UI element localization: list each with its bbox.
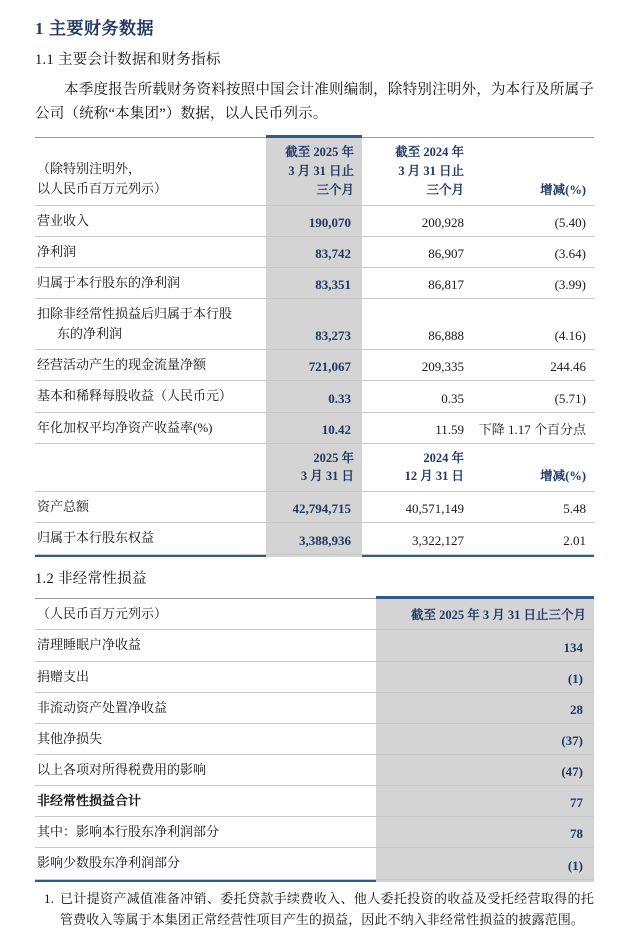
row-label: 年化加权平均净资产收益率(%) (35, 412, 266, 443)
table-row (35, 236, 594, 267)
table-row (35, 848, 594, 879)
row-value: (1) (376, 848, 594, 879)
row-label: 归属于本行股东权益 (35, 523, 266, 554)
table-row (35, 381, 594, 412)
row-value-prior: 200,928 (362, 205, 472, 236)
intro-paragraph: 本季度报告所载财务资料按照中国会计准则编制，除特别注明外，为本行及所属子公司（统称“本集团”）数据，以人民币列示。 (35, 82, 594, 122)
row-value-current: 83,351 (266, 267, 362, 298)
row-value: (37) (376, 723, 594, 754)
row-label: 其他净损失 (35, 723, 376, 754)
table1-header-col1-line3: 三个月 (316, 182, 354, 197)
row-label: 非流动资产处置净收益 (35, 692, 376, 723)
row-label: 影响少数股东净利润部分 (35, 848, 376, 879)
table1-header-col1-line2: 3 月 31 日止 (288, 164, 354, 179)
table-row (35, 523, 594, 554)
table1-header2-col1: 2025 年 3 月 31 日 (266, 443, 362, 492)
row-value: (47) (376, 755, 594, 786)
table-row (35, 299, 594, 350)
table1-header-row (35, 138, 594, 205)
table-row (35, 205, 594, 236)
financial-highlights-table (35, 138, 594, 554)
table1-header-col2 (362, 138, 472, 205)
table-row (35, 723, 594, 754)
table-row (35, 412, 594, 443)
table-row (35, 267, 594, 298)
row-value-prior: 86,817 (362, 267, 472, 298)
table1-body-2 (35, 492, 594, 554)
table-row (35, 350, 594, 381)
table2-header-row (35, 599, 594, 630)
row-label: 归属于本行股东的净利润 (35, 267, 266, 298)
row-label-line2: 东的净利润 (57, 326, 123, 342)
subsection-1-1-heading: 1.1 主要会计数据和财务指标 (35, 52, 221, 69)
table1-header-col2-line1: 截至 2024 年 (395, 145, 464, 160)
table1-second-header (35, 443, 594, 492)
section-title-text: 主要财务数据 (49, 19, 154, 38)
row-value: 134 (376, 630, 594, 661)
table1-header-col2-line3: 三个月 (426, 182, 464, 197)
row-value-change: (4.16) (472, 299, 594, 350)
page-title (35, 18, 594, 40)
row-label: 营业收入 (35, 205, 266, 236)
row-label: 以上各项对所得税费用的影响 (35, 755, 376, 786)
row-label-line1: 扣除非经常性损益后归属于本行股 (37, 306, 233, 322)
row-value-current: 10.42 (266, 412, 362, 443)
footnote-text: 已计提资产减值准备冲销、委托贷款手续费收入、他人委托投资的收益及受托经营取得的托管费收入等属于本集团正常经营性项目产生的损益，因此不纳入非经常性损益的披露范围。 (60, 891, 594, 927)
table1-header-label-line2: 以人民币百万元列示） (37, 181, 168, 197)
row-label: 资产总额 (35, 492, 266, 523)
row-value-prior: 86,888 (362, 299, 472, 350)
row-value-change: (3.64) (472, 236, 594, 267)
row-label: 其中：影响本行股东净利润部分 (35, 817, 376, 848)
row-value-prior: 209,335 (362, 350, 472, 381)
row-value-change: (5.71) (472, 381, 594, 412)
row-value-prior: 86,907 (362, 236, 472, 267)
row-value-change: 5.48 (472, 492, 594, 523)
table1-header-col1 (266, 138, 362, 205)
table-row (35, 692, 594, 723)
table-row (35, 492, 594, 523)
table1-header-col1-line1: 截至 2025 年 (285, 145, 354, 160)
table1-body (35, 205, 594, 443)
table-row (35, 817, 594, 848)
row-value-current: 721,067 (266, 350, 362, 381)
row-label (35, 299, 266, 350)
row-value-change: (5.40) (472, 205, 594, 236)
table2-header-label: （人民币百万元列示） (35, 599, 376, 630)
table-row (35, 661, 594, 692)
row-value-current: 0.33 (266, 381, 362, 412)
row-value-change: 244.46 (472, 350, 594, 381)
table1-header2-col2: 2024 年 12 月 31 日 (362, 443, 472, 492)
row-value-prior: 11.59 (362, 412, 472, 443)
footnote-number: 1. (44, 891, 54, 907)
section-number: 1 (35, 19, 44, 38)
row-value-prior: 40,571,149 (362, 492, 472, 523)
row-value-current: 83,742 (266, 236, 362, 267)
row-label: 清理睡眠户净收益 (35, 630, 376, 661)
row-value: 28 (376, 692, 594, 723)
table2-body (35, 630, 594, 879)
row-value: (1) (376, 661, 594, 692)
row-value-current: 190,070 (266, 205, 362, 236)
table1-header-label (35, 138, 266, 205)
row-label: 经营活动产生的现金流量净额 (35, 350, 266, 381)
table1-second-header-row (35, 443, 594, 492)
table2-header-col1: 截至 2025 年 3 月 31 日止三个月 (376, 599, 594, 630)
table-row (35, 786, 594, 817)
financial-highlights-table-block (35, 137, 594, 557)
footnote (35, 889, 594, 931)
row-label: 净利润 (35, 236, 266, 267)
table1-header-label-line1: （除特别注明外， (37, 161, 142, 177)
nonrecurring-items-table-block (35, 598, 594, 882)
table1-header2-label (35, 443, 266, 492)
table1-header-col3-text: 增减(%) (540, 182, 586, 197)
table1-header-col2-line2: 3 月 31 日止 (398, 164, 464, 179)
row-value-prior: 3,322,127 (362, 523, 472, 554)
table-row (35, 755, 594, 786)
row-value-current: 3,388,936 (266, 523, 362, 554)
row-value-current: 42,794,715 (266, 492, 362, 523)
nonrecurring-items-table (35, 599, 594, 879)
row-label: 捐赠支出 (35, 661, 376, 692)
table-row (35, 630, 594, 661)
row-value-change: 2.01 (472, 523, 594, 554)
row-value-prior: 0.35 (362, 381, 472, 412)
row-value: 77 (376, 786, 594, 817)
table1-header2-col3: 增减(%) (472, 443, 594, 492)
subsection-1-2-heading: 1.2 非经常性损益 (35, 571, 147, 588)
row-label: 基本和稀释每股收益（人民币元） (35, 381, 266, 412)
row-label: 非经常性损益合计 (35, 786, 376, 817)
table1-header-col3 (472, 138, 594, 205)
row-value-current: 83,273 (266, 299, 362, 350)
row-value-change: (3.99) (472, 267, 594, 298)
row-value-change: 下降 1.17 个百分点 (472, 412, 594, 443)
row-value: 78 (376, 817, 594, 848)
